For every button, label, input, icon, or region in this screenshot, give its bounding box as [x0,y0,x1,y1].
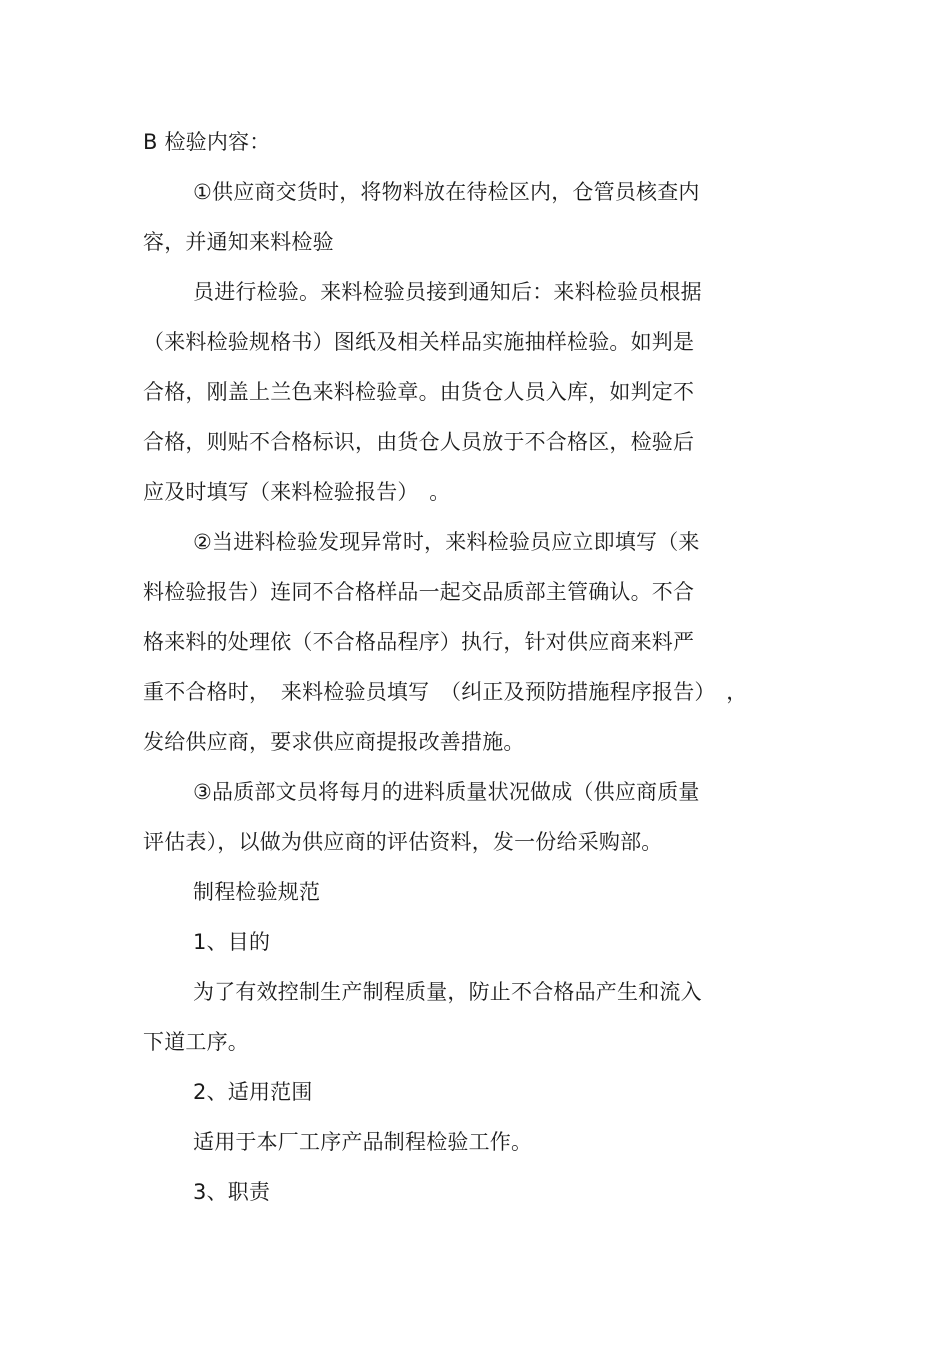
subsection-heading-scope: 2、适用范围 [193,1080,313,1104]
paragraph-line: ①供应商交货时，将物料放在待检区内，仓管员核查内 [193,180,700,204]
subsection-heading-duties: 3、职责 [193,1180,271,1204]
paragraph-line: 评估表），以做为供应商的评估资料，发一份给采购部。 [143,830,663,854]
paragraph-line: 重不合格时， 来料检验员填写 （纠正及预防措施程序报告） ， [143,680,748,704]
subsection-heading-purpose: 1、目的 [193,930,271,954]
paragraph-line: 员进行检验。来料检验员接到通知后：来料检验员根据 [193,280,702,304]
section-title: 制程检验规范 [193,880,321,904]
paragraph-line: 应及时填写（来料检验报告） 。 [143,480,451,504]
paragraph-line: 为了有效控制生产制程质量，防止不合格品产生和流入 [193,980,702,1004]
paragraph-line: 格来料的处理依（不合格品程序）执行，针对供应商来料严 [143,630,695,654]
section-heading-b: B 检验内容： [143,130,271,154]
paragraph-line: 适用于本厂工序产品制程检验工作。 [193,1130,533,1154]
paragraph-line: ②当进料检验发现异常时，来料检验员应立即填写（来 [193,530,700,554]
paragraph-line: 发给供应商，要求供应商提报改善措施。 [143,730,525,754]
paragraph-line: 容，并通知来料检验 [143,230,334,254]
paragraph-line: 料检验报告）连同不合格样品一起交品质部主管确认。不合 [143,580,695,604]
paragraph-line: （来料检验规格书）图纸及相关样品实施抽样检验。如判是 [143,330,695,354]
paragraph-line: 合格，则贴不合格标识，由货仓人员放于不合格区，检验后 [143,430,695,454]
paragraph-line: ③品质部文员将每月的进料质量状况做成（供应商质量 [193,780,700,804]
paragraph-line: 合格，刚盖上兰色来料检验章。由货仓人员入库，如判定不 [143,380,695,404]
paragraph-line: 下道工序。 [143,1030,249,1054]
